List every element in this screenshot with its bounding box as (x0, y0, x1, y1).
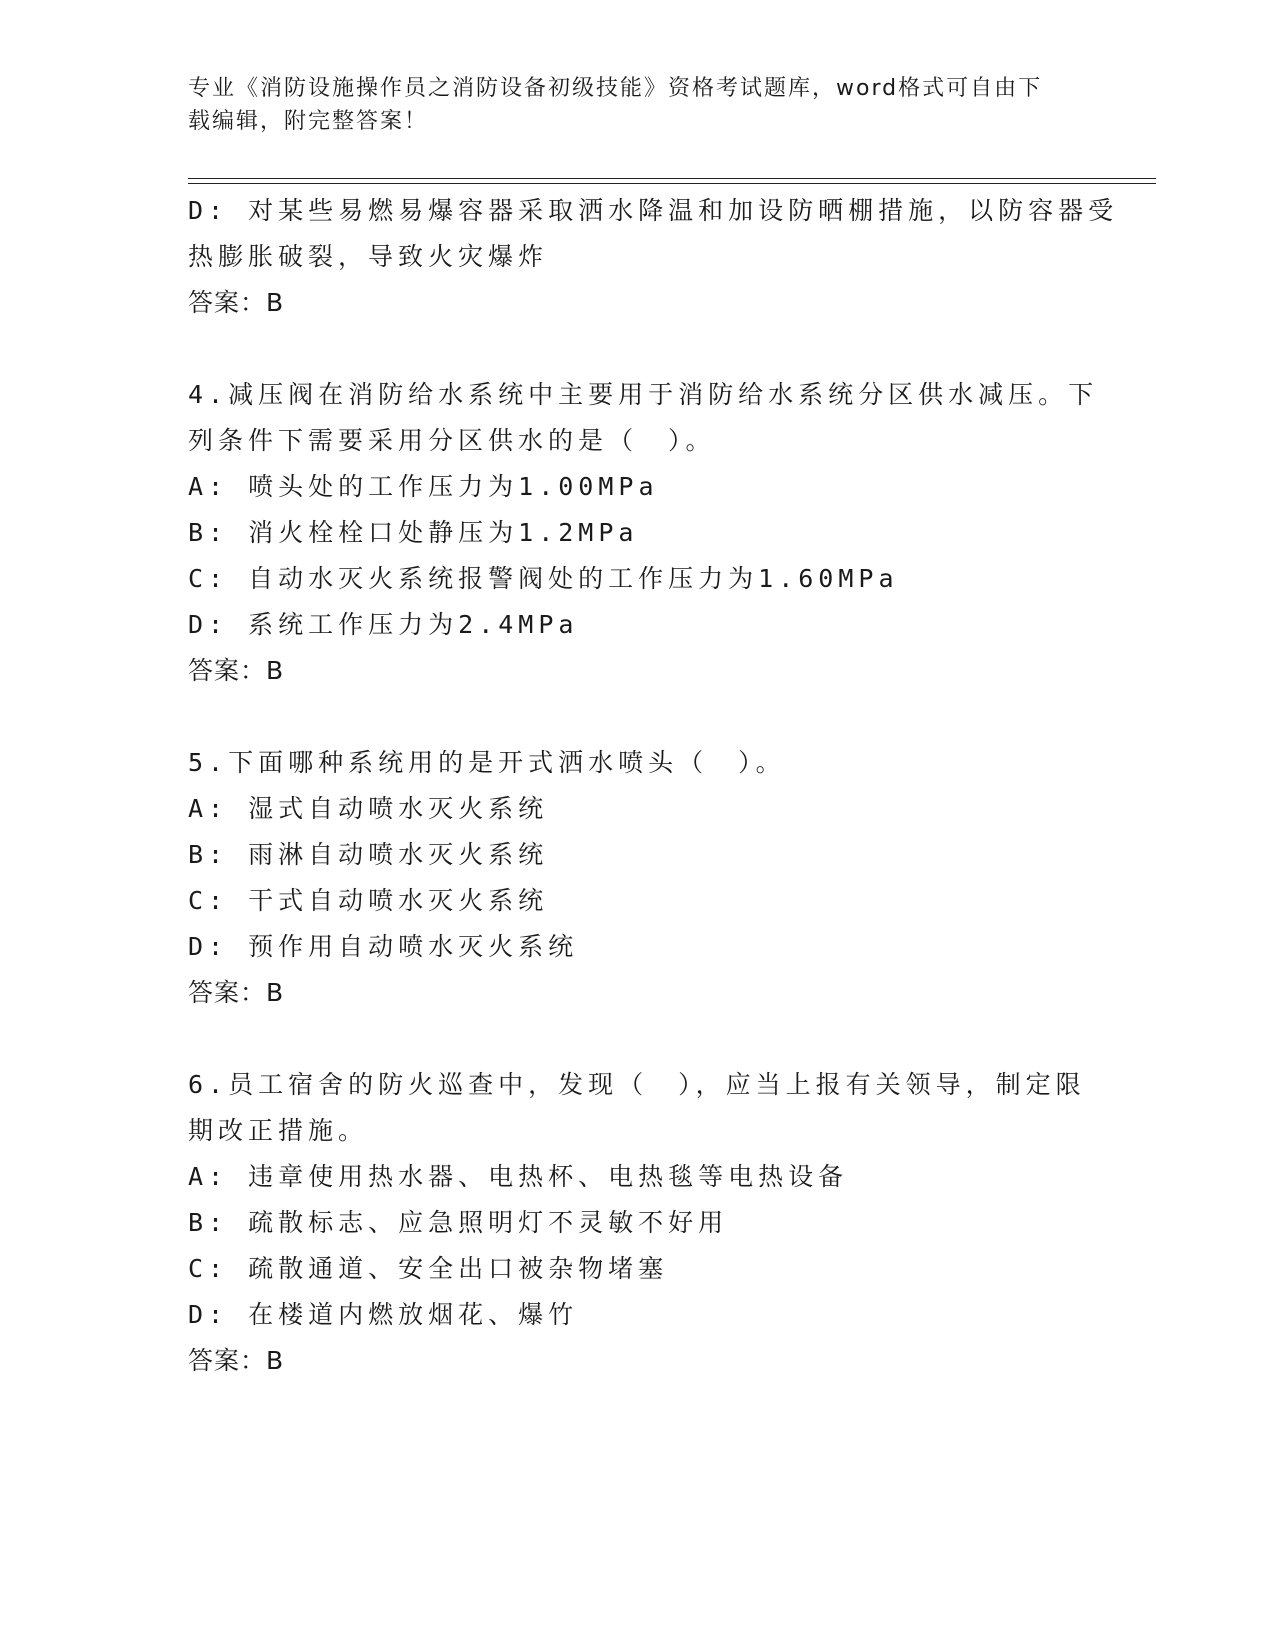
question-list (188, 188, 1119, 1384)
question-stem-line-1: 4.减压阀在消防给水系统中主要用于消防给水系统分区供水减压。下 (188, 380, 1099, 409)
spacer (188, 1016, 1108, 1062)
header-line-2: 载编辑，附完整答案！ (188, 109, 429, 134)
option-a: A: 违章使用热水器、电热杯、电热毯等电热设备 (188, 1162, 849, 1191)
option-b: B: 疏散标志、应急照明灯不灵敏不好用 (188, 1208, 729, 1237)
option-d: D: 在楼道内燃放烟花、爆竹 (188, 1300, 579, 1329)
option-d-line-1: D: 对某些易燃易爆容器采取洒水降温和加设防晒棚措施，以防容器受 (188, 196, 1119, 225)
option-c: C: 疏散通道、安全出口被杂物堵塞 (188, 1254, 669, 1283)
spacer (188, 326, 1108, 372)
question-block-5 (188, 740, 1108, 1016)
question-block-3 (188, 188, 1119, 326)
header-divider-top (188, 178, 1156, 179)
header-divider-bottom (188, 183, 1156, 184)
question-stem-line-2: 列条件下需要采用分区供水的是（ ）。 (188, 426, 716, 455)
answer-text: 答案：B (188, 1346, 285, 1375)
page-header (188, 72, 1088, 138)
option-d: D: 系统工作压力为2.4MPa (188, 610, 579, 639)
question-block-4 (188, 372, 1108, 694)
option-c: C: 自动水灭火系统报警阀处的工作压力为1.60MPa (188, 564, 899, 593)
answer-text: 答案：B (188, 656, 285, 685)
option-a: A: 湿式自动喷水灭火系统 (188, 794, 549, 823)
option-b: B: 雨淋自动喷水灭火系统 (188, 840, 549, 869)
option-a: A: 喷头处的工作压力为1.00MPa (188, 472, 659, 501)
question-stem-line-2: 期改正措施。 (188, 1116, 369, 1145)
question-block-6 (188, 1062, 1108, 1384)
option-c: C: 干式自动喷水灭火系统 (188, 886, 549, 915)
option-d: D: 预作用自动喷水灭火系统 (188, 932, 579, 961)
answer-text: 答案：B (188, 978, 285, 1007)
option-b: B: 消火栓栓口处静压为1.2MPa (188, 518, 639, 547)
header-line-1: 专业《消防设施操作员之消防设备初级技能》资格考试题库，word格式可自由下 (188, 76, 1043, 101)
question-stem-line-1: 6.员工宿舍的防火巡查中，发现（ ），应当上报有关领导，制定限 (188, 1070, 1086, 1099)
answer-text: 答案：B (188, 288, 285, 317)
option-d-line-2: 热膨胀破裂，导致火灾爆炸 (188, 242, 549, 271)
question-stem-line-1: 5.下面哪种系统用的是开式洒水喷头（ ）。 (188, 748, 786, 777)
spacer (188, 694, 1108, 740)
